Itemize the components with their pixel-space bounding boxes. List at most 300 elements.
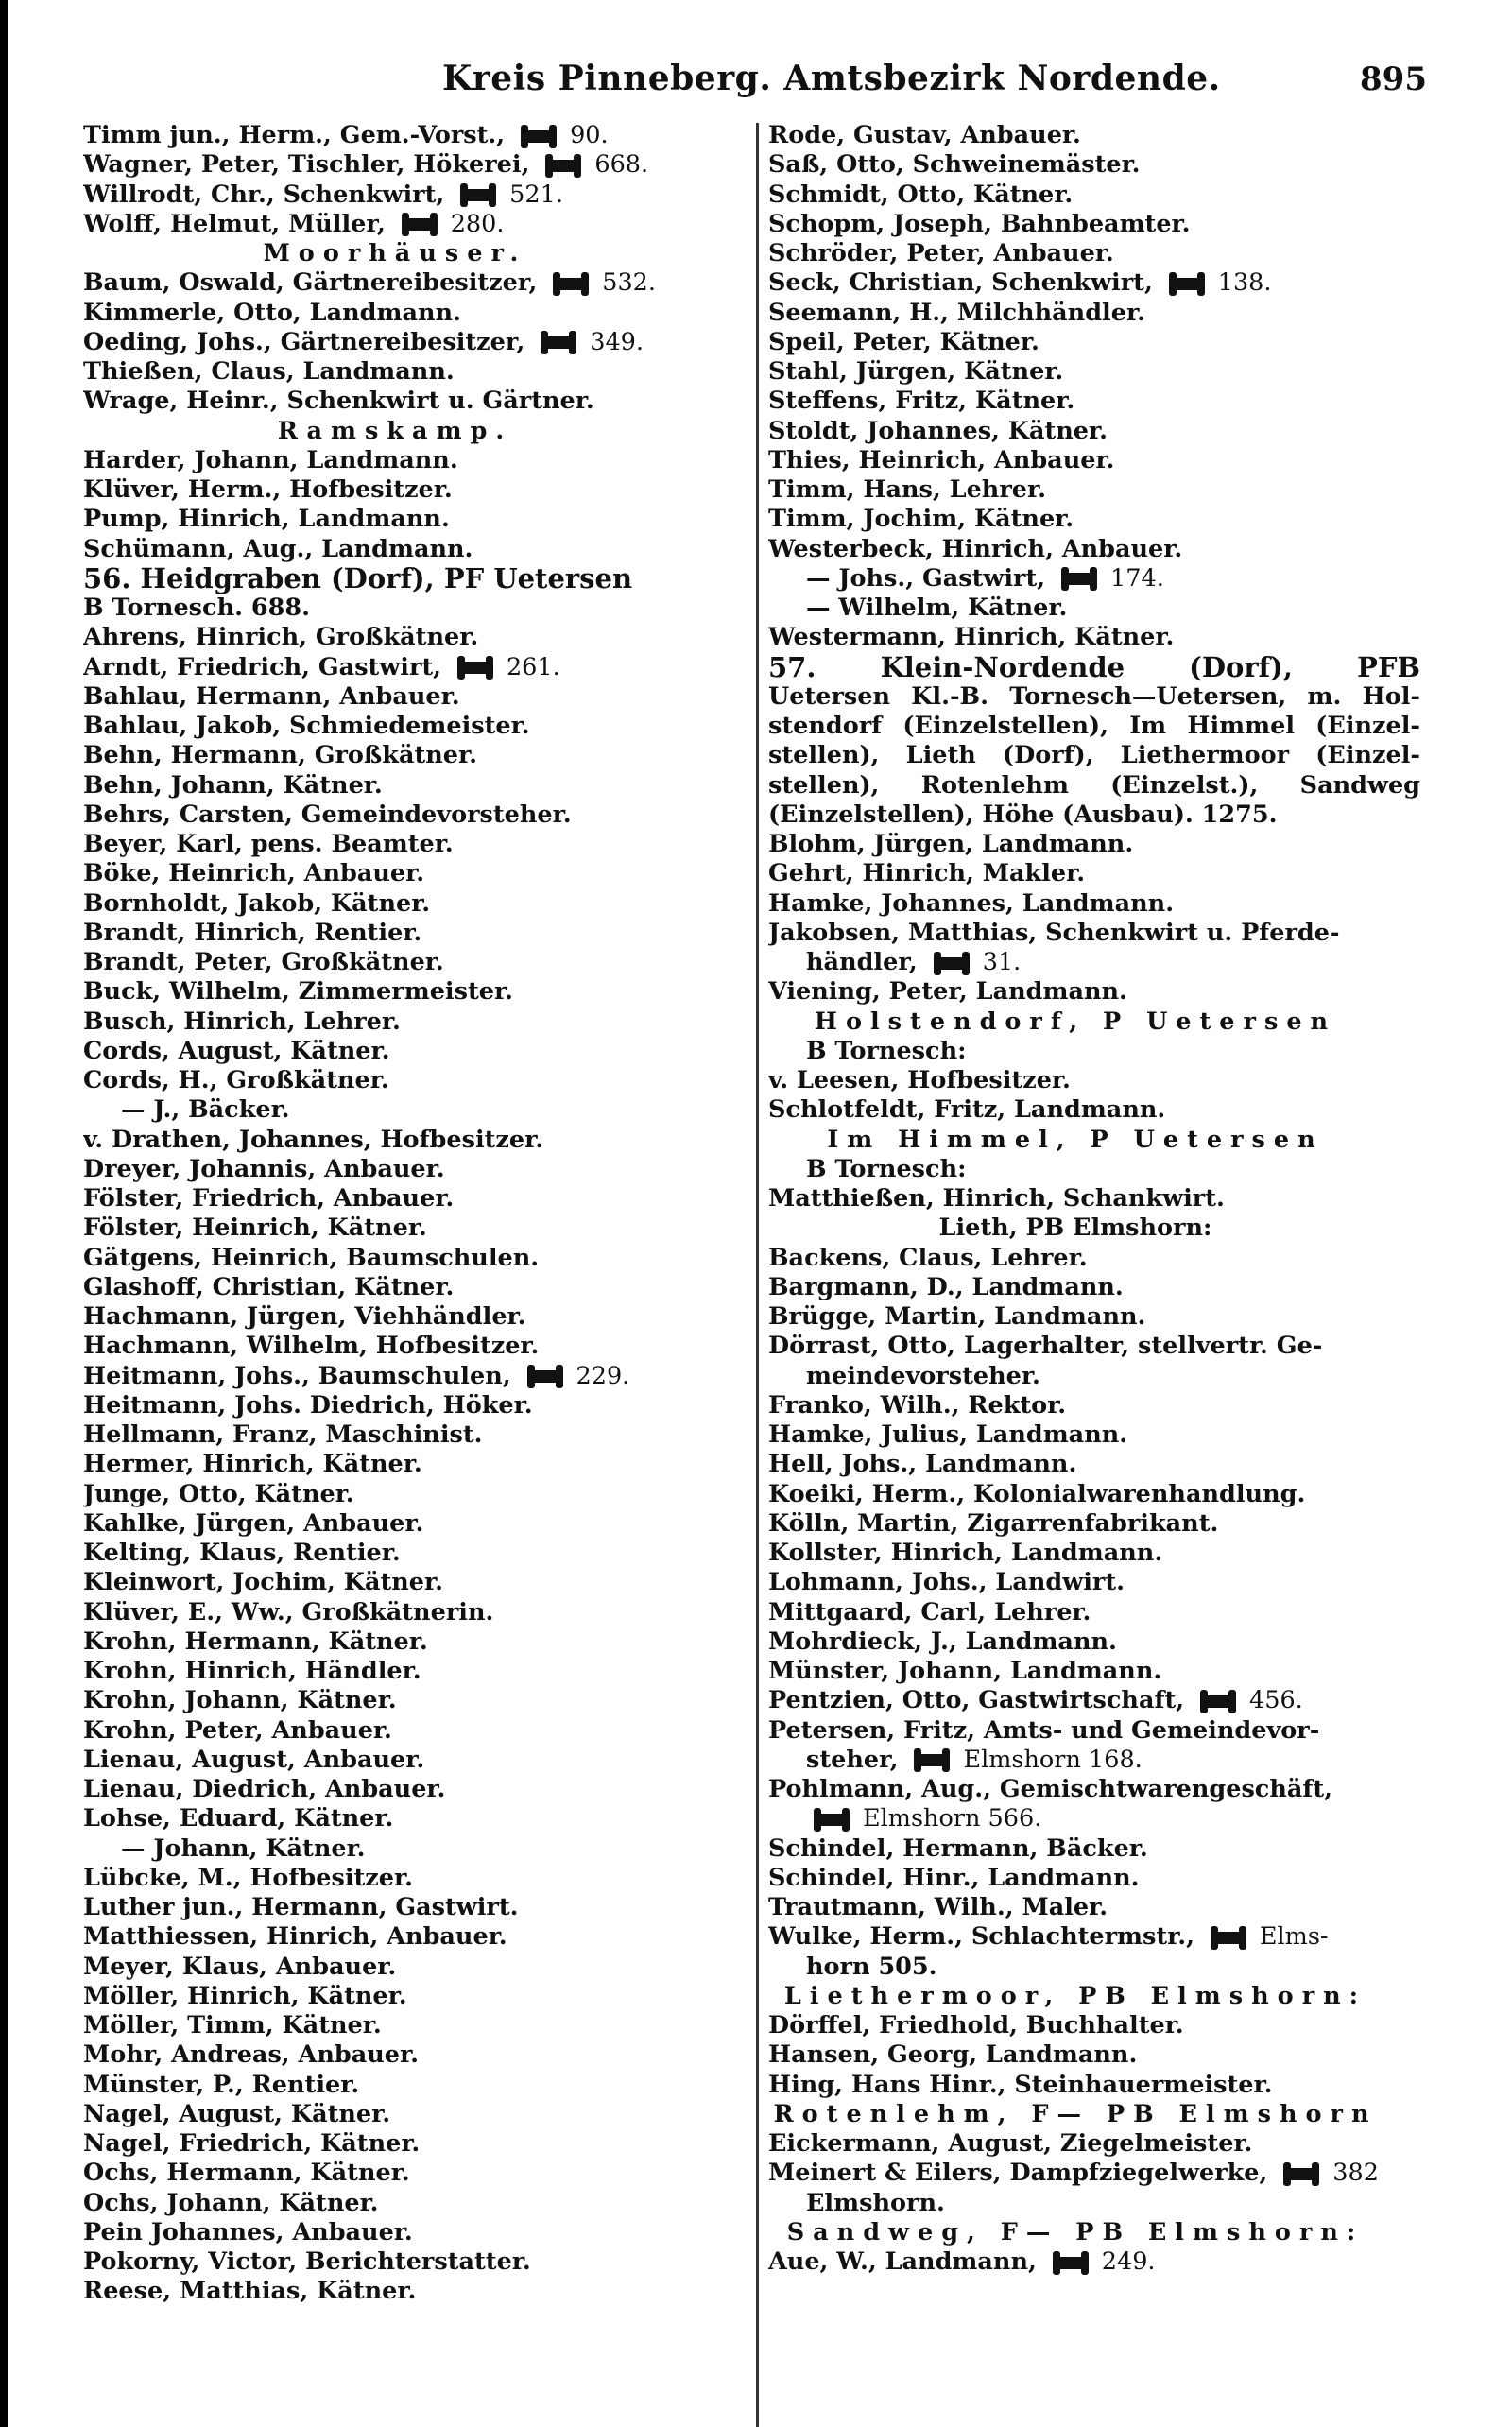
- telephone-icon: [555, 278, 587, 290]
- entry-text: Dörffel, Friedhold, Buchhalter.: [768, 2011, 1184, 2040]
- directory-entry: [768, 2129, 1420, 2159]
- directory-entry: [83, 1420, 745, 1450]
- directory-entry: [83, 1332, 745, 1361]
- entry-text: Hansen, Georg, Landmann.: [768, 2040, 1138, 2070]
- directory-entry: [83, 2071, 745, 2100]
- entry-text: Meyer, Klaus, Anbauer.: [83, 1952, 397, 1981]
- entry-text: Behrs, Carsten, Gemeindevorsteher.: [83, 800, 572, 829]
- directory-entry: [83, 150, 745, 180]
- directory-entry: [768, 682, 1420, 712]
- entry-text: Kahlke, Jürgen, Anbauer.: [83, 1508, 424, 1538]
- entry-text: Fölster, Friedrich, Anbauer.: [83, 1184, 455, 1213]
- telephone-number: 174.: [1110, 563, 1164, 593]
- directory-entry: [768, 1893, 1420, 1922]
- entry-text: Möller, Hinrich, Kätner.: [83, 1981, 407, 2010]
- entry-text: Gätgens, Heinrich, Baumschulen.: [83, 1243, 540, 1272]
- entry-text: Schindel, Hermann, Bäcker.: [768, 1833, 1148, 1863]
- telephone-number: 31.: [982, 948, 1022, 976]
- entry-text: Westerbeck, Hinrich, Anbauer.: [768, 534, 1183, 563]
- directory-entry: [83, 1627, 745, 1657]
- entry-text: Busch, Hinrich, Lehrer.: [83, 1007, 401, 1036]
- directory-entry: [83, 1155, 745, 1184]
- directory-entry: [83, 505, 745, 534]
- telephone-icon: [936, 957, 968, 970]
- directory-entry: [83, 712, 745, 741]
- directory-entry: [768, 741, 1420, 770]
- left-column: [83, 121, 745, 2307]
- entry-text: stendorf (Einzelstellen), Im Himmel (Einzel-: [768, 712, 1420, 740]
- entry-text: Krohn, Johann, Kätner.: [83, 1686, 397, 1715]
- entry-text: Brügge, Martin, Landmann.: [768, 1302, 1146, 1331]
- page-title: Kreis Pinneberg. Amtsbezirk Nordende.: [442, 59, 1221, 98]
- entry-text: Hamke, Julius, Landmann.: [768, 1420, 1128, 1449]
- directory-entry: [768, 387, 1420, 416]
- entry-text: Meinert & Eilers, Dampfziegelwerke,: [768, 2159, 1277, 2188]
- entry-text: Lohmann, Johs., Landwirt.: [768, 1568, 1125, 1597]
- entry-text: Thies, Heinrich, Anbauer.: [768, 445, 1115, 474]
- directory-entry: [83, 475, 745, 505]
- directory-entry: [83, 1066, 745, 1095]
- directory-entry: [83, 1864, 745, 1893]
- directory-entry: [83, 800, 745, 830]
- entry-text: Krohn, Hermann, Kätner.: [83, 1627, 428, 1656]
- directory-entry: [768, 1155, 1420, 1184]
- directory-entry: [768, 1244, 1420, 1273]
- column-divider: [756, 123, 759, 2427]
- directory-entry: [768, 1214, 1420, 1243]
- directory-entry: [768, 623, 1420, 652]
- entry-text: Junge, Otto, Kätner.: [83, 1479, 354, 1508]
- directory-entry: [768, 475, 1420, 505]
- entry-text: Pohlmann, Aug., Gemischtwarengeschäft,: [768, 1775, 1333, 1803]
- directory-entry: [83, 1480, 745, 1509]
- directory-entry: [83, 1273, 745, 1302]
- directory-entry: [83, 1095, 745, 1125]
- entry-text: Sandweg, F— PB Elmshorn:: [786, 2217, 1365, 2246]
- entry-text: Schröder, Peter, Anbauer.: [768, 239, 1114, 267]
- entry-text: Jakobsen, Matthias, Schenkwirt u. Pferde-: [768, 918, 1340, 947]
- directory-entry: [768, 2159, 1420, 2188]
- directory-entry: [83, 387, 745, 416]
- entry-text: Münster, Johann, Landmann.: [768, 1657, 1162, 1685]
- directory-entry: [83, 1037, 745, 1066]
- entry-text: Cords, H., Großkätner.: [83, 1066, 389, 1094]
- directory-entry: [83, 1126, 745, 1155]
- entry-text: Lohse, Eduard, Kätner.: [83, 1804, 394, 1833]
- telephone-icon: [547, 160, 579, 172]
- directory-entry: [83, 1362, 745, 1391]
- directory-entry: [83, 594, 745, 623]
- entry-text: Hachmann, Wilhelm, Hofbesitzer.: [83, 1332, 540, 1361]
- directory-entry: [768, 2218, 1420, 2247]
- telephone-icon: [1063, 573, 1095, 585]
- directory-entry: [768, 1273, 1420, 1302]
- page-header: [8, 59, 1512, 115]
- entry-text: Wolff, Helmut, Müller,: [83, 209, 394, 238]
- entry-text: v. Drathen, Johannes, Hofbesitzer.: [83, 1125, 544, 1154]
- entry-text: Reese, Matthias, Kätner.: [83, 2277, 417, 2306]
- entry-text: Oeding, Johs., Gärtnereibesitzer,: [83, 327, 534, 356]
- directory-entry: [768, 181, 1420, 210]
- entry-text: meindevorsteher.: [806, 1361, 1040, 1390]
- directory-entry: [83, 1450, 745, 1479]
- directory-entry: [768, 889, 1420, 919]
- directory-entry: [83, 1214, 745, 1243]
- directory-entry: [83, 299, 745, 328]
- directory-entry: [768, 771, 1420, 800]
- directory-entry: [83, 1391, 745, 1420]
- directory-entry: [83, 623, 745, 652]
- entry-text: Stahl, Jürgen, Kätner.: [768, 357, 1064, 386]
- directory-entry: [768, 1746, 1420, 1775]
- telephone-number: 349.: [590, 327, 644, 356]
- entry-text: Schindel, Hinr., Landmann.: [768, 1863, 1140, 1892]
- entry-text: Hamke, Johannes, Landmann.: [768, 888, 1175, 918]
- entry-text: — Johs., Gastwirt,: [806, 563, 1055, 593]
- entry-text: Holstendorf, P Uetersen: [814, 1007, 1337, 1036]
- directory-entry: [83, 771, 745, 800]
- entry-text: Nagel, August, Kätner.: [83, 2099, 391, 2128]
- entry-text: Eickermann, August, Ziegelmeister.: [768, 2129, 1253, 2158]
- entry-text: Viening, Peter, Landmann.: [768, 977, 1127, 1007]
- entry-text: händler,: [806, 948, 926, 976]
- directory-entry: [768, 121, 1420, 150]
- directory-entry: [768, 417, 1420, 446]
- directory-entry: [768, 328, 1420, 357]
- directory-entry: [83, 889, 745, 919]
- telephone-number: 668.: [594, 150, 649, 180]
- entry-text: Brandt, Peter, Großkätner.: [83, 948, 444, 976]
- entry-text: Ahrens, Hinrich, Großkätner.: [83, 623, 479, 652]
- directory-entry: [83, 1893, 745, 1922]
- directory-entry: [768, 505, 1420, 534]
- entry-text: Behn, Hermann, Großkätner.: [83, 741, 478, 770]
- directory-entry: [83, 1746, 745, 1775]
- entry-text: 56. Heidgraben (Dorf), PF Uetersen: [83, 563, 633, 594]
- directory-entry: [768, 1568, 1420, 1597]
- entry-text: Uetersen Kl.-B. Tornesch—Uetersen, m. Hol-: [768, 681, 1420, 711]
- directory-entry: [83, 2218, 745, 2247]
- directory-entry: [768, 1450, 1420, 1479]
- directory-entry: [768, 1391, 1420, 1420]
- directory-entry: [768, 1509, 1420, 1539]
- entry-text: Hing, Hans Hinr., Steinhauermeister.: [768, 2070, 1273, 2099]
- entry-text: Pokorny, Victor, Berichterstatter.: [83, 2247, 531, 2276]
- directory-entry: [768, 1332, 1420, 1361]
- entry-text: Cords, August, Kätner.: [83, 1036, 390, 1065]
- directory-entry: [83, 417, 745, 446]
- directory-entry: [768, 1126, 1420, 1155]
- directory-entry: [768, 1716, 1420, 1746]
- entry-text: Pein Johannes, Anbauer.: [83, 2217, 413, 2246]
- directory-entry: [768, 299, 1420, 328]
- entry-text: Timm, Jochim, Kätner.: [768, 505, 1074, 534]
- telephone-number: 521.: [509, 180, 563, 209]
- directory-entry: [768, 2011, 1420, 2040]
- entry-text: Arndt, Friedrich, Gastwirt,: [83, 652, 450, 681]
- directory-entry: [768, 1037, 1420, 1066]
- entry-text: Kimmerle, Otto, Landmann.: [83, 298, 461, 327]
- directory-entry: [768, 2247, 1420, 2277]
- directory-entry: [83, 1804, 745, 1833]
- telephone-number: 382: [1332, 2159, 1379, 2188]
- entry-text: Steffens, Fritz, Kätner.: [768, 387, 1075, 416]
- directory-entry: [83, 535, 745, 564]
- entry-text: Harder, Johann, Landmann.: [83, 445, 458, 474]
- directory-entry: [768, 712, 1420, 741]
- entry-text: B Tornesch. 688.: [83, 594, 310, 622]
- directory-entry: [768, 239, 1420, 268]
- entry-text: Münster, P., Rentier.: [83, 2070, 360, 2099]
- entry-text: Thießen, Claus, Landmann.: [83, 357, 455, 386]
- entry-text: Franko, Wilh., Rektor.: [768, 1390, 1067, 1420]
- right-column: [768, 121, 1420, 2277]
- directory-entry: [768, 1982, 1420, 2011]
- directory-entry: [768, 800, 1420, 830]
- entry-text: B Tornesch:: [806, 1154, 967, 1183]
- telephone-number: 532.: [602, 268, 656, 298]
- directory-entry: [83, 181, 745, 210]
- telephone-icon: [542, 336, 575, 349]
- entry-text: Krohn, Hinrich, Händler.: [83, 1657, 421, 1685]
- entry-text: Backens, Claus, Lehrer.: [768, 1243, 1088, 1272]
- directory-entry: [768, 1657, 1420, 1686]
- directory-entry: [83, 1922, 745, 1952]
- entry-text: Seck, Christian, Schenkwirt,: [768, 268, 1161, 298]
- directory-entry: [83, 682, 745, 712]
- entry-text: Luther jun., Hermann, Gastwirt.: [83, 1893, 519, 1921]
- directory-entry: [83, 121, 745, 150]
- entry-text: Timm jun., Herm., Gem.-Vorst.,: [83, 121, 514, 149]
- telephone-icon: [1202, 1695, 1234, 1708]
- entry-text: Gehrt, Hinrich, Makler.: [768, 859, 1086, 888]
- telephone-number: 261.: [506, 652, 560, 681]
- directory-entry: [83, 268, 745, 298]
- entry-text: Bargmann, D., Landmann.: [768, 1272, 1124, 1301]
- directory-entry: [768, 1095, 1420, 1125]
- directory-entry: [768, 830, 1420, 859]
- directory-entry: [83, 830, 745, 859]
- entry-text: Behn, Johann, Kätner.: [83, 770, 383, 800]
- entry-text: — Wilhelm, Kätner.: [806, 594, 1068, 622]
- directory-entry: [768, 150, 1420, 180]
- entry-text: Seemann, H., Milchhändler.: [768, 298, 1145, 327]
- directory-entry: [768, 1834, 1420, 1864]
- directory-entry: [83, 1775, 745, 1804]
- entry-text: Wagner, Peter, Tischler, Hökerei,: [83, 150, 539, 180]
- entry-text: Lieth, PB Elmshorn:: [938, 1214, 1212, 1243]
- entry-text: Kleinwort, Jochim, Kätner.: [83, 1568, 443, 1597]
- telephone-icon: [404, 218, 436, 231]
- entry-text: Wrage, Heinr., Schenkwirt u. Gärtner.: [83, 387, 594, 416]
- directory-entry: [83, 2277, 745, 2306]
- telephone-icon: [1055, 2257, 1087, 2269]
- entry-text: Hellmann, Franz, Maschinist.: [83, 1420, 483, 1449]
- entry-text: Bahlau, Hermann, Anbauer.: [83, 681, 460, 711]
- entry-text: Dörrast, Otto, Lagerhalter, stellvertr. Ge-: [768, 1332, 1323, 1361]
- entry-text: Ochs, Johann, Kätner.: [83, 2188, 379, 2217]
- directory-entry: [768, 1686, 1420, 1715]
- entry-text: Matthiessen, Hinrich, Anbauer.: [83, 1922, 507, 1952]
- entry-text: B Tornesch:: [806, 1036, 967, 1065]
- telephone-number: 249.: [1101, 2247, 1156, 2276]
- directory-entry: [83, 239, 745, 268]
- telephone-icon: [816, 1814, 848, 1826]
- entry-text: Mohrdieck, J., Landmann.: [768, 1627, 1117, 1656]
- directory-entry: [768, 1007, 1420, 1037]
- directory-entry: [768, 210, 1420, 239]
- directory-entry: [768, 653, 1420, 682]
- directory-entry: [83, 1568, 745, 1597]
- directory-entry: [83, 564, 745, 594]
- directory-entry: [83, 1953, 745, 1982]
- entry-text: Beyer, Karl, pens. Beamter.: [83, 830, 454, 858]
- entry-text: Schümann, Aug., Landmann.: [83, 534, 473, 563]
- page-number: 895: [1360, 60, 1427, 98]
- directory-entry: [83, 2189, 745, 2218]
- entry-text: Heitmann, Johs. Diedrich, Höker.: [83, 1390, 533, 1420]
- telephone-icon: [1212, 1932, 1245, 1944]
- entry-text: Petersen, Fritz, Amts- und Gemeindevor-: [768, 1715, 1320, 1745]
- telephone-icon: [529, 1370, 561, 1383]
- directory-entry: [83, 919, 745, 948]
- directory-entry: [768, 1953, 1420, 1982]
- directory-entry: [83, 1509, 745, 1539]
- entry-text: Aue, W., Landmann,: [768, 2247, 1045, 2276]
- directory-entry: [768, 859, 1420, 888]
- entry-text: Lienau, Diedrich, Anbauer.: [83, 1775, 446, 1803]
- directory-entry: [83, 1184, 745, 1214]
- entry-text: Klüver, Herm., Hofbesitzer.: [83, 475, 453, 504]
- entry-text: Wulke, Herm., Schlachtermstr.,: [768, 1922, 1203, 1952]
- directory-entry: [83, 357, 745, 387]
- entry-text: Willrodt, Chr., Schenkwirt,: [83, 180, 454, 209]
- directory-entry: [768, 446, 1420, 475]
- directory-entry: [768, 1598, 1420, 1627]
- directory-entry: [768, 2100, 1420, 2129]
- directory-entry: [768, 2189, 1420, 2218]
- directory-entry: [83, 210, 745, 239]
- directory-entry: [768, 2071, 1420, 2100]
- directory-entry: [768, 594, 1420, 623]
- directory-entry: [768, 1922, 1420, 1952]
- directory-entry: [768, 2040, 1420, 2070]
- entry-text: Ochs, Hermann, Kätner.: [83, 2159, 410, 2188]
- directory-entry: [83, 977, 745, 1007]
- directory-entry: [83, 2129, 745, 2159]
- entry-text: 57. Klein-Nordende (Dorf), PFB: [768, 652, 1420, 682]
- directory-entry: [83, 2159, 745, 2188]
- entry-text: Baum, Oswald, Gärtnereibesitzer,: [83, 268, 546, 298]
- entry-text: Pump, Hinrich, Landmann.: [83, 505, 450, 534]
- entry-text: Klüver, E., Ww., Großkätnerin.: [83, 1597, 494, 1627]
- directory-entry: [83, 1302, 745, 1332]
- entry-text: Koeiki, Herm., Kolonialwarenhandlung.: [768, 1479, 1306, 1508]
- entry-text: Brandt, Hinrich, Rentier.: [83, 918, 422, 947]
- entry-text: Ramskamp.: [277, 416, 513, 445]
- directory-entry: [768, 564, 1420, 594]
- entry-text: Fölster, Heinrich, Kätner.: [83, 1214, 427, 1243]
- entry-text: Saß, Otto, Schweinemäster.: [768, 150, 1141, 180]
- directory-entry: [768, 948, 1420, 977]
- directory-entry: [768, 1362, 1420, 1391]
- telephone-number: Elms-: [1259, 1922, 1329, 1952]
- directory-entry: [83, 1007, 745, 1037]
- entry-text: steher,: [806, 1745, 907, 1774]
- directory-entry: [83, 1834, 745, 1864]
- directory-entry: [768, 1480, 1420, 1509]
- entry-text: Trautmann, Wilh., Maler.: [768, 1893, 1108, 1921]
- directory-entry: [768, 357, 1420, 387]
- entry-text: v. Leesen, Hofbesitzer.: [768, 1066, 1071, 1094]
- entry-text: Schlotfeldt, Fritz, Landmann.: [768, 1095, 1166, 1125]
- entry-text: Lienau, August, Anbauer.: [83, 1745, 425, 1774]
- entry-text: Hachmann, Jürgen, Viehhändler.: [83, 1302, 526, 1331]
- entry-text: Speil, Peter, Kätner.: [768, 327, 1040, 356]
- entry-text: Timm, Hans, Lehrer.: [768, 475, 1046, 504]
- entry-text: — J., Bäcker.: [121, 1095, 290, 1125]
- directory-entry: [768, 1539, 1420, 1568]
- directory-entry: [83, 1598, 745, 1627]
- telephone-icon: [1285, 2168, 1317, 2180]
- directory-entry: [83, 328, 745, 357]
- entry-text: Moorhäuser.: [263, 239, 527, 267]
- directory-entry: [83, 948, 745, 977]
- entry-text: Kollster, Hinrich, Landmann.: [768, 1539, 1163, 1567]
- entry-text: Im Himmel, P Uetersen: [827, 1125, 1324, 1154]
- entry-text: horn 505.: [806, 1952, 937, 1981]
- telephone-icon: [1171, 278, 1203, 290]
- entry-text: Bornholdt, Jakob, Kätner.: [83, 888, 431, 918]
- directory-entry: [83, 1244, 745, 1273]
- directory-entry: [768, 977, 1420, 1007]
- directory-entry: [768, 919, 1420, 948]
- directory-entry: [83, 2247, 745, 2277]
- entry-text: Krohn, Peter, Anbauer.: [83, 1715, 392, 1745]
- entry-text: Nagel, Friedrich, Kätner.: [83, 2129, 421, 2158]
- entry-text: Schmidt, Otto, Kätner.: [768, 180, 1074, 209]
- entry-text: Stoldt, Johannes, Kätner.: [768, 416, 1108, 445]
- telephone-icon: [462, 189, 494, 201]
- entry-text: Hermer, Hinrich, Kätner.: [83, 1450, 422, 1479]
- entry-text: Pentzien, Otto, Gastwirtschaft,: [768, 1686, 1193, 1715]
- telephone-icon: [523, 130, 555, 143]
- directory-entry: [83, 1686, 745, 1715]
- directory-entry: [83, 741, 745, 770]
- directory-entry: [83, 2011, 745, 2040]
- telephone-number: 280.: [450, 209, 505, 238]
- directory-entry: [768, 1804, 1420, 1833]
- entry-text: Bahlau, Jakob, Schmiedemeister.: [83, 712, 530, 740]
- telephone-number: 138.: [1217, 268, 1272, 298]
- telephone-number: Elmshorn 566.: [863, 1804, 1042, 1833]
- telephone-icon: [459, 662, 491, 674]
- entry-text: Elmshorn.: [806, 2188, 945, 2217]
- entry-text: Rode, Gustav, Anbauer.: [768, 121, 1081, 149]
- directory-entry: [768, 1066, 1420, 1095]
- entry-text: Mohr, Andreas, Anbauer.: [83, 2040, 419, 2070]
- entry-text: (Einzelstellen), Höhe (Ausbau). 1275.: [768, 800, 1278, 829]
- entry-text: — Johann, Kätner.: [121, 1833, 366, 1863]
- directory-entry: [83, 1982, 745, 2011]
- entry-text: Lübcke, M., Hofbesitzer.: [83, 1863, 413, 1892]
- telephone-number: 456.: [1249, 1686, 1303, 1715]
- directory-entry: [83, 1657, 745, 1686]
- entry-text: Hell, Johs., Landmann.: [768, 1450, 1077, 1479]
- entry-text: Dreyer, Johannis, Anbauer.: [83, 1154, 445, 1183]
- directory-entry: [83, 859, 745, 888]
- directory-entry: [768, 1864, 1420, 1893]
